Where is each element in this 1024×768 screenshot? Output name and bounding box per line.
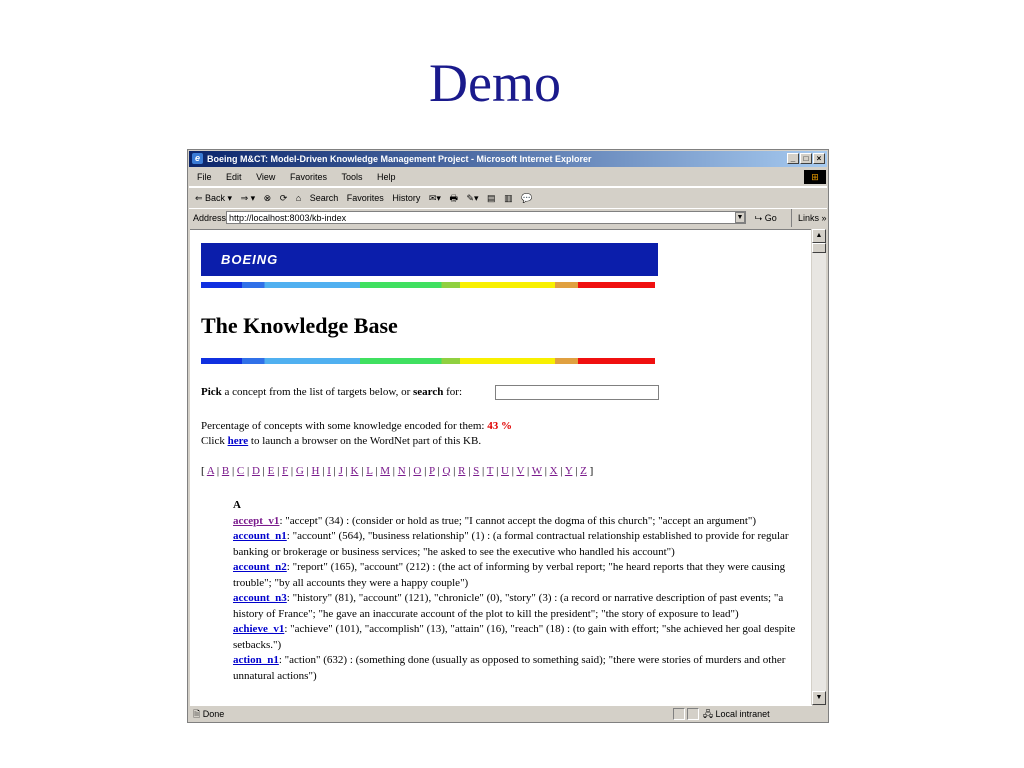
refresh-icon[interactable]: ⟳ (279, 193, 288, 203)
back-button[interactable]: ⇐ Back ▾ (195, 193, 233, 203)
letter-link[interactable]: S (473, 465, 480, 477)
page2-icon[interactable]: ▥ (504, 193, 513, 203)
menu-favorites[interactable]: Favorites (289, 172, 327, 182)
window-title: Boeing M&CT: Model-Driven Knowledge Management Project - Microsoft Internet Explorer (207, 154, 592, 164)
links-button[interactable]: Links » (791, 209, 827, 227)
pick-instruction: Pick a concept from the list of targets below, or search for: (201, 386, 463, 398)
entry-item (233, 653, 803, 684)
entry-item (233, 622, 803, 653)
section-letter: A (233, 499, 241, 511)
letter-link[interactable]: F (282, 465, 289, 477)
toolbar (189, 187, 827, 209)
address-dropdown-icon[interactable]: ▼ (736, 214, 744, 221)
letter-link[interactable]: H (311, 465, 320, 477)
status-bar (189, 706, 827, 722)
percentage-value: 43 % (487, 420, 512, 432)
menu-help[interactable]: Help (377, 172, 396, 182)
entry-description: : "report" (165), "account" (212) : (the act of informing by verbal report; "he heard reports that they were causing trouble"; "by all accounts they were a happy couple") (233, 561, 786, 589)
edit-icon[interactable]: ✎▾ (466, 193, 479, 203)
color-stripe-top (201, 282, 655, 288)
page-content (190, 229, 812, 706)
letter-link[interactable]: I (327, 465, 331, 477)
here-link[interactable]: here (227, 435, 249, 447)
entry-description: : "account" (564), "business relationship" (1) : (a formal contractual relationship established to provide for regular banking or brokerage or business services; "he asked to see the executive who handled his account") (233, 530, 789, 558)
mail-icon[interactable]: ✉▾ (428, 193, 441, 203)
entry-description: : "accept" (34) : (consider or hold as true; "I cannot accept the dogma of this church"; "accept an argument") (279, 514, 757, 527)
address-bar (189, 208, 827, 227)
page-heading: The Knowledge Base (201, 313, 398, 338)
go-arrow-icon: ⮡ (755, 213, 765, 223)
address-label: Address (193, 213, 227, 223)
entry-item (233, 529, 803, 560)
letter-link[interactable]: E (267, 465, 275, 477)
letter-link[interactable]: V (516, 465, 525, 477)
menu-view[interactable]: View (256, 172, 276, 182)
browser-window (187, 149, 829, 723)
letter-link[interactable]: M (380, 465, 390, 477)
entry-item (233, 560, 803, 591)
entry-description: : "action" (632) : (something done (usually as opposed to something said); "there were stories of murders and other unnatural actions") (233, 654, 786, 682)
letter-link[interactable]: N (397, 465, 406, 477)
letter-link[interactable]: U (501, 465, 509, 477)
favorites-button[interactable]: Favorites (346, 193, 384, 203)
letter-link[interactable]: X (549, 465, 558, 477)
security-zone: 🖧 Local intranet (703, 709, 770, 719)
letter-link[interactable]: D (251, 465, 260, 477)
menu-file[interactable]: File (197, 172, 212, 182)
boeing-banner (201, 243, 658, 276)
scroll-down-icon[interactable]: ▼ (812, 691, 826, 705)
minimize-button[interactable]: _ (787, 153, 799, 164)
letter-link[interactable]: T (486, 465, 494, 477)
maximize-button[interactable]: □ (800, 153, 812, 164)
title-bar[interactable] (189, 151, 827, 167)
menu-edit[interactable]: Edit (226, 172, 242, 182)
vertical-scrollbar[interactable] (811, 229, 826, 705)
letter-link[interactable]: L (366, 465, 373, 477)
letter-link[interactable]: C (236, 465, 245, 477)
letter-link[interactable]: W (531, 465, 542, 477)
search-button[interactable]: Search (309, 193, 339, 203)
letter-link[interactable]: J (338, 465, 343, 477)
entry-item (233, 514, 803, 530)
ie-icon: e (192, 153, 203, 164)
letter-link[interactable]: K (350, 465, 359, 477)
entry-description: : "achieve" (101), "accomplish" (13), "attain" (16), "reach" (18) : (to gain with effort; "she achieved her goal despite setbacks.") (233, 623, 796, 651)
forward-button[interactable]: ⇒ ▾ (240, 193, 256, 203)
close-button[interactable]: × (813, 153, 825, 164)
entry-link[interactable]: accept_v1 (233, 514, 280, 527)
status-segment (673, 708, 685, 720)
entry-link[interactable]: achieve_v1 (233, 623, 285, 635)
go-button[interactable] (755, 209, 777, 227)
entry-link[interactable]: action_n1 (233, 654, 279, 666)
home-icon[interactable]: ⌂ (295, 193, 302, 203)
menu-bar (189, 168, 827, 187)
windows-logo-icon: ⊞ (804, 170, 826, 184)
letter-link[interactable]: A (206, 465, 215, 477)
letter-link[interactable]: B (221, 465, 230, 477)
letter-link[interactable]: Q (442, 465, 451, 477)
slide-title: Demo (429, 53, 561, 113)
letter-link[interactable]: O (413, 465, 422, 477)
letter-link[interactable]: Y (564, 465, 573, 477)
entry-link[interactable]: account_n2 (233, 561, 287, 573)
entry-link[interactable]: account_n3 (233, 592, 287, 604)
entry-description: : "history" (81), "account" (121), "chronicle" (0), "story" (3) : (a record or narrative description of past events; "a history of France"; "he gave an inaccurate account of the plot to kill the president"; "the story of exposure to lead") (233, 592, 784, 620)
percentage-text: Percentage of concepts with some knowledge encoded for them: 43 % (201, 420, 512, 432)
stop-icon[interactable]: ⊗ (263, 193, 272, 203)
letter-link[interactable]: P (429, 465, 435, 477)
menu-tools[interactable]: Tools (341, 172, 363, 182)
alphabet-index: [ A | B | C | D | E | F | G | H | I | J | K | L | M | N | O | P | Q | R | S | T | U | V | W | X | Y | Z ] (201, 465, 594, 477)
entry-list (233, 498, 803, 684)
intranet-icon: 🖧 (703, 709, 716, 719)
letter-link[interactable]: G (295, 465, 304, 477)
history-button[interactable]: History (392, 193, 421, 203)
scroll-up-icon[interactable]: ▲ (812, 229, 826, 243)
status-text: 🗎 Done (193, 709, 225, 719)
search-input[interactable] (495, 385, 659, 400)
entry-item (233, 591, 803, 622)
boeing-logo: BOEING (221, 252, 279, 267)
discuss-icon[interactable]: 💬 (521, 193, 533, 203)
wordnet-line: Click here to launch a browser on the WordNet part of this KB. (201, 435, 482, 447)
color-stripe-bottom (201, 358, 655, 364)
letter-link[interactable]: Z (580, 465, 587, 477)
scroll-thumb[interactable] (812, 243, 826, 253)
print-icon[interactable]: 🖶 (449, 193, 458, 203)
entry-link[interactable]: account_n1 (233, 530, 287, 542)
page-icon[interactable]: ▤ (487, 193, 496, 203)
address-input[interactable]: http://localhost:8003/kb-index (226, 211, 746, 224)
letter-link[interactable]: R (458, 465, 466, 477)
go-label: Go (764, 213, 777, 223)
status-segment (687, 708, 699, 720)
page-icon: 🗎 (193, 709, 203, 719)
